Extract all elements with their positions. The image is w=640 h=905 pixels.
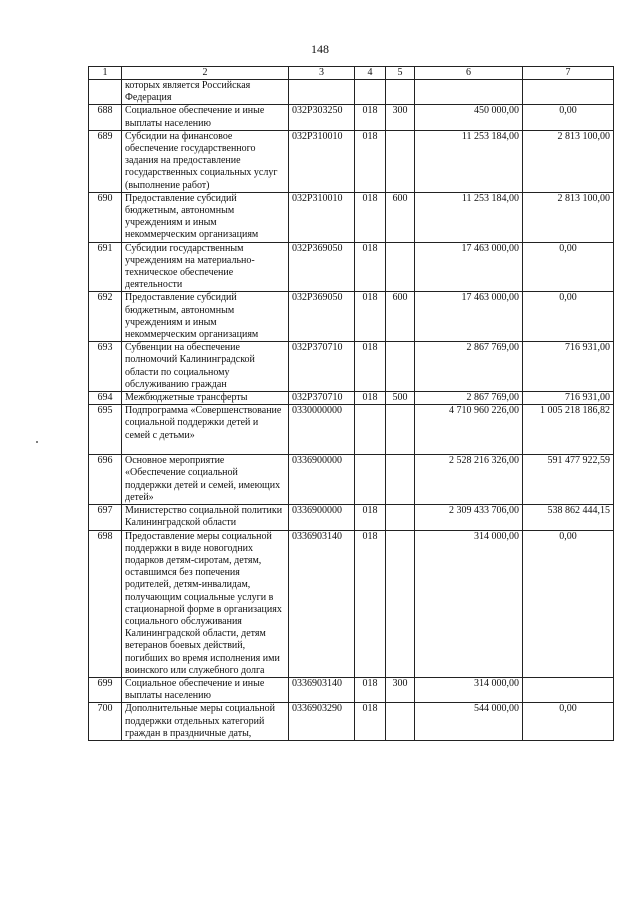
header-col-6: 6 bbox=[415, 67, 523, 80]
header-col-7: 7 bbox=[523, 67, 614, 80]
row-code: 0330000000 bbox=[289, 405, 355, 455]
row-col6: 11 253 184,00 bbox=[415, 192, 523, 242]
row-col7: 0,00 bbox=[523, 703, 614, 741]
row-name: Субвенции на обеспечение полномочий Калининградской области по социальному обслуживанию граждан bbox=[122, 342, 289, 392]
table-row bbox=[89, 192, 614, 242]
row-col7: 1 005 218 186,82 bbox=[523, 405, 614, 455]
row-number: 697 bbox=[89, 505, 122, 530]
table-row bbox=[89, 242, 614, 292]
row-code: 0336900000 bbox=[289, 455, 355, 505]
budget-table bbox=[88, 66, 614, 741]
row-name: Подпрограмма «Совершенствование социальной поддержки детей и семей с детьми» bbox=[122, 405, 289, 455]
row-col7: 0,00 bbox=[523, 105, 614, 130]
row-code: 0336903140 bbox=[289, 530, 355, 677]
row-code: 032P310010 bbox=[289, 192, 355, 242]
row-col5 bbox=[386, 703, 415, 741]
row-col4: 018 bbox=[355, 392, 386, 405]
table-row bbox=[89, 130, 614, 192]
row-code: 032P303250 bbox=[289, 105, 355, 130]
row-number: 699 bbox=[89, 677, 122, 702]
row-col5 bbox=[386, 455, 415, 505]
row-col5 bbox=[386, 530, 415, 677]
row-name: Предоставление субсидий бюджетным, автономным учреждениям и иным некоммерческим организациям bbox=[122, 292, 289, 342]
scan-artifact bbox=[36, 441, 38, 443]
row-col5: 600 bbox=[386, 192, 415, 242]
row-name: Межбюджетные трансферты bbox=[122, 392, 289, 405]
row-col5 bbox=[386, 80, 415, 105]
row-code: 032P310010 bbox=[289, 130, 355, 192]
row-name: Предоставление субсидий бюджетным, автономным учреждениям и иным некоммерческим организациям bbox=[122, 192, 289, 242]
row-code: 032P370710 bbox=[289, 392, 355, 405]
page-number: 148 bbox=[311, 42, 329, 56]
row-col4 bbox=[355, 455, 386, 505]
row-code: 032P369050 bbox=[289, 292, 355, 342]
row-number: 694 bbox=[89, 392, 122, 405]
row-col5 bbox=[386, 130, 415, 192]
row-col4: 018 bbox=[355, 130, 386, 192]
row-name: Предоставление меры социальной поддержки в виде новогодних подарков детям-сиротам, детям, оставшимся без попечения родителей, детям-инвалидам, получающим социальные услуги в стационарной форме в организациях социального обслуживания Калининградской области, детям ветеранов боевых действий, погибших во время исполнения ими воинского или служебного долга bbox=[122, 530, 289, 677]
row-col7: 591 477 922,59 bbox=[523, 455, 614, 505]
row-col4: 018 bbox=[355, 342, 386, 392]
row-col7: 2 813 100,00 bbox=[523, 130, 614, 192]
row-col4: 018 bbox=[355, 677, 386, 702]
row-col6: 2 309 433 706,00 bbox=[415, 505, 523, 530]
row-col6: 2 867 769,00 bbox=[415, 342, 523, 392]
row-col6: 17 463 000,00 bbox=[415, 242, 523, 292]
row-col6: 2 528 216 326,00 bbox=[415, 455, 523, 505]
row-col5: 500 bbox=[386, 392, 415, 405]
header-col-2: 2 bbox=[122, 67, 289, 80]
row-col6: 4 710 960 226,00 bbox=[415, 405, 523, 455]
row-col6 bbox=[415, 80, 523, 105]
row-code: 0336903140 bbox=[289, 677, 355, 702]
table-row bbox=[89, 677, 614, 702]
row-col4: 018 bbox=[355, 703, 386, 741]
row-col7: 538 862 444,15 bbox=[523, 505, 614, 530]
row-number: 695 bbox=[89, 405, 122, 455]
table-row bbox=[89, 392, 614, 405]
row-code: 0336903290 bbox=[289, 703, 355, 741]
table-row bbox=[89, 505, 614, 530]
row-name: Основное мероприятие «Обеспечение социальной поддержки детей и семей, имеющих детей» bbox=[122, 455, 289, 505]
row-col5 bbox=[386, 405, 415, 455]
row-name: Субсидии государственным учреждениям на материально-техническое обеспечение деятельности bbox=[122, 242, 289, 292]
row-number bbox=[89, 80, 122, 105]
row-col5 bbox=[386, 505, 415, 530]
row-col5: 300 bbox=[386, 677, 415, 702]
row-col5: 600 bbox=[386, 292, 415, 342]
row-col7 bbox=[523, 677, 614, 702]
table-row bbox=[89, 292, 614, 342]
row-col6: 2 867 769,00 bbox=[415, 392, 523, 405]
row-number: 698 bbox=[89, 530, 122, 677]
row-number: 693 bbox=[89, 342, 122, 392]
row-name: Социальное обеспечение и иные выплаты населению bbox=[122, 105, 289, 130]
row-name: Социальное обеспечение и иные выплаты населению bbox=[122, 677, 289, 702]
row-number: 688 bbox=[89, 105, 122, 130]
row-number: 696 bbox=[89, 455, 122, 505]
row-number: 692 bbox=[89, 292, 122, 342]
row-name: Дополнительные меры социальной поддержки отдельных категорий граждан в праздничные даты, bbox=[122, 703, 289, 741]
header-col-4: 4 bbox=[355, 67, 386, 80]
table-row bbox=[89, 405, 614, 455]
row-number: 691 bbox=[89, 242, 122, 292]
row-col4: 018 bbox=[355, 505, 386, 530]
row-number: 690 bbox=[89, 192, 122, 242]
row-number: 689 bbox=[89, 130, 122, 192]
row-col6: 314 000,00 bbox=[415, 530, 523, 677]
row-name: Министерство социальной политики Калининградской области bbox=[122, 505, 289, 530]
row-col4 bbox=[355, 80, 386, 105]
header-col-3: 3 bbox=[289, 67, 355, 80]
table-row bbox=[89, 703, 614, 741]
row-col7 bbox=[523, 80, 614, 105]
header-col-5: 5 bbox=[386, 67, 415, 80]
table-header-row bbox=[89, 67, 614, 80]
row-name: Субсидии на финансовое обеспечение государственного задания на предоставление государственных социальных услуг (выполнение работ) bbox=[122, 130, 289, 192]
table-row bbox=[89, 530, 614, 677]
row-col7: 0,00 bbox=[523, 292, 614, 342]
header-col-1: 1 bbox=[89, 67, 122, 80]
row-code: 032P369050 bbox=[289, 242, 355, 292]
table-row bbox=[89, 105, 614, 130]
row-col7: 0,00 bbox=[523, 530, 614, 677]
row-col6: 11 253 184,00 bbox=[415, 130, 523, 192]
row-code: 032P370710 bbox=[289, 342, 355, 392]
row-col6: 450 000,00 bbox=[415, 105, 523, 130]
row-col7: 716 931,00 bbox=[523, 342, 614, 392]
row-col6: 314 000,00 bbox=[415, 677, 523, 702]
table-row bbox=[89, 342, 614, 392]
row-col4: 018 bbox=[355, 530, 386, 677]
row-code bbox=[289, 80, 355, 105]
row-col4: 018 bbox=[355, 192, 386, 242]
row-col5: 300 bbox=[386, 105, 415, 130]
row-col7: 0,00 bbox=[523, 242, 614, 292]
table-row bbox=[89, 455, 614, 505]
row-col5 bbox=[386, 342, 415, 392]
row-number: 700 bbox=[89, 703, 122, 741]
row-col4: 018 bbox=[355, 105, 386, 130]
row-code: 0336900000 bbox=[289, 505, 355, 530]
row-col6: 17 463 000,00 bbox=[415, 292, 523, 342]
row-col4: 018 bbox=[355, 292, 386, 342]
table-row bbox=[89, 80, 614, 105]
row-col4: 018 bbox=[355, 242, 386, 292]
row-col4 bbox=[355, 405, 386, 455]
row-col7: 2 813 100,00 bbox=[523, 192, 614, 242]
row-col6: 544 000,00 bbox=[415, 703, 523, 741]
row-name: которых является Российская Федерация bbox=[122, 80, 289, 105]
row-col7: 716 931,00 bbox=[523, 392, 614, 405]
row-col5 bbox=[386, 242, 415, 292]
